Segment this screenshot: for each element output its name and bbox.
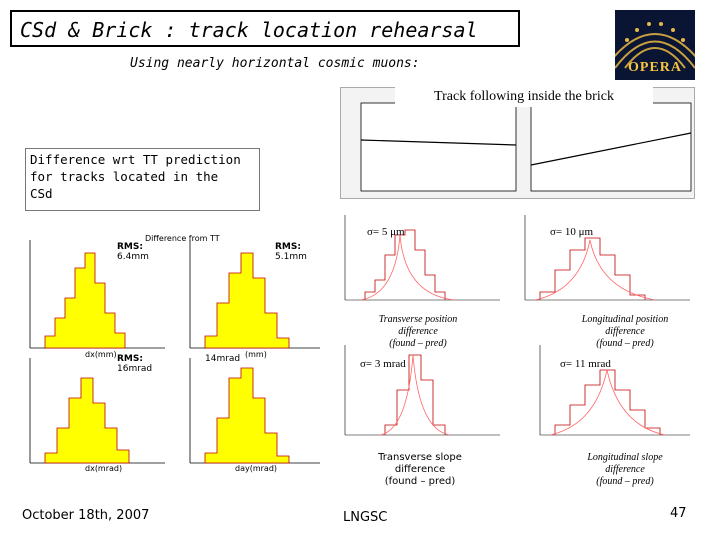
rms-value-2: 5.1mm [275,252,307,262]
axis-label-2: (mm) [245,350,267,359]
left-hist-title: Difference from TT [145,234,220,243]
slide-subtitle: Using nearly horizontal cosmic muons: [130,56,420,71]
rms-label-1: RMS: [117,242,143,252]
difference-note [25,148,260,211]
left-histogram-grid [5,228,323,473]
sigma-1: σ= 5 μm [367,226,405,238]
caption-transverse-slope: Transverse slope difference (found – pred) [378,452,462,487]
sigma-4: σ= 11 mrad [560,358,611,370]
rms-label-2: RMS: [275,242,301,252]
axis-label-1: dx(mm) [85,350,117,359]
axis-label-3: dx(mrad) [85,464,123,473]
sigma-2: σ= 10 μm [550,226,594,238]
axis-label-4: day(mrad) [235,464,278,473]
sigma-3: σ= 3 mrad [360,358,406,370]
difference-note-line-3: CSd [30,186,53,201]
rms-value-3: 16mrad [117,364,153,374]
logo-text: OPERA [628,60,682,75]
caption-transverse-position: Transverse position difference (found – pred) [378,314,458,349]
caption-longitudinal-slope: Longitudinal slope difference (found – pred) [587,452,663,487]
footer-lab: LNGSC [343,510,388,525]
difference-note-line-2: for tracks located in the [30,169,219,184]
footer-date: October 18th, 2007 [22,508,150,523]
opera-logo [615,10,695,80]
track-label: Track following inside the brick [395,87,653,107]
difference-note-line-1: Difference wrt TT prediction [30,152,241,167]
rms-value-4: 14mrad [205,354,241,364]
left-histograms-svg [5,228,323,473]
caption-longitudinal-position: Longitudinal position difference (found – pred) [581,314,669,349]
rms-value-1: 6.4mm [117,252,149,262]
slide-title: CSd & Brick : track location rehearsal [20,18,478,42]
page-number: 47 [670,506,687,521]
title-box [10,10,520,47]
rms-label-3: RMS: [117,354,143,364]
hist-dy-slope [190,358,320,463]
